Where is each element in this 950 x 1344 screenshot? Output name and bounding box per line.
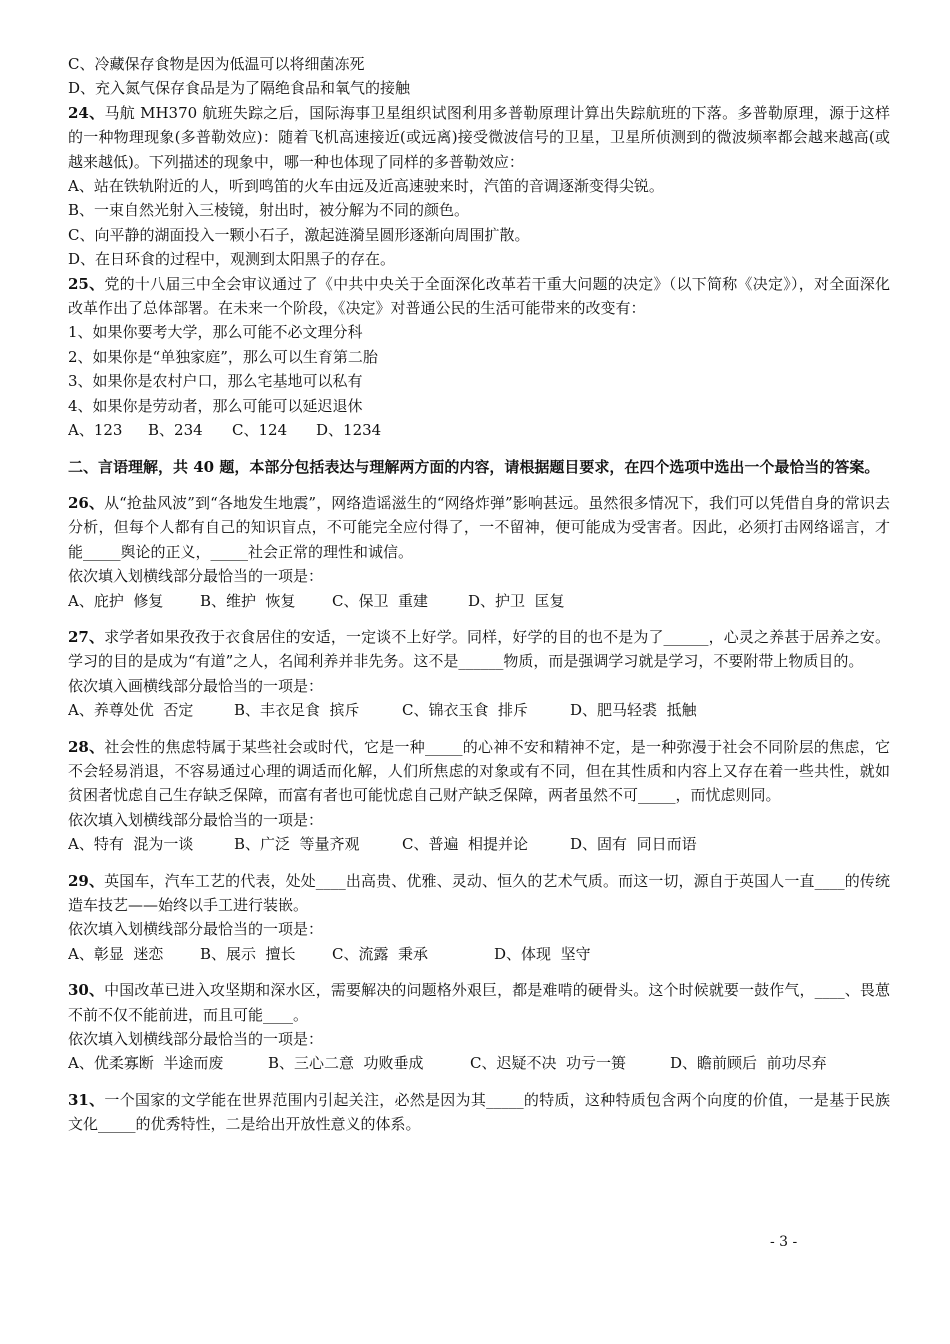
q28-options	[68, 832, 890, 856]
q29-option-a: A、彰显 迷恋	[68, 944, 164, 963]
q26-option-d: D、护卫 匡复	[468, 591, 565, 610]
q23-option-d: D、充入氮气保存食品是为了隔绝食品和氧气的接触	[68, 79, 411, 98]
q26-stem	[68, 491, 890, 564]
q28-prompt: 依次填入划横线部分最恰当的一项是：	[68, 810, 324, 829]
q30-options	[68, 1051, 890, 1075]
q28-number: 28、	[68, 737, 105, 756]
q29-options	[68, 942, 890, 966]
q24-stem	[68, 101, 890, 174]
q24-option-b: B、一束自然光射入三棱镜，射出时，被分解为不同的颜色。	[68, 201, 470, 220]
q26-option-b: B、维护 恢复	[200, 591, 296, 610]
q31-number: 31、	[68, 1090, 105, 1109]
q28-option-c: C、普遍 相提并论	[402, 835, 529, 854]
q24-text: 马航 MH370 航班失踪之后，国际海事卫星组织试图利用多普勒原理计算出失踪航班的下落。多普勒原理，源于这样的一种物理现象(多普勒效应)：随着飞机高速接近(或远离)接受微波信号的卫星，卫星所侦测到的微波频率都会越来越高(或越来越低)。下列描述的现象中，哪一种也体现了同样的多普勒效应：	[68, 103, 891, 171]
q28-option-d: D、固有 同日而语	[570, 835, 697, 854]
q31-text: 一个国家的文学能在世界范围内引起关注，必然是因为其_____的特质，这种特质包含两个向度的价值，一是基于民族文化_____的优秀特性，二是给出开放性意义的体系。	[68, 1090, 891, 1134]
q27-number: 27、	[68, 627, 105, 646]
q30-prompt: 依次填入划横线部分最恰当的一项是：	[68, 1030, 324, 1049]
q30-number: 30、	[68, 981, 105, 1000]
document-page	[68, 52, 890, 1137]
q24-option-d: D、在日环食的过程中，观测到太阳黑子的存在。	[68, 250, 396, 269]
q28-option-b: B、广泛 等量齐观	[234, 835, 360, 854]
q24-number: 24、	[68, 103, 105, 122]
q27-stem	[68, 625, 890, 674]
q29-option-c: C、流露 秉承	[332, 944, 429, 963]
q24-option-a: A、站在铁轨附近的人，听到鸣笛的火车由远及近高速驶来时，汽笛的音调逐渐变得尖锐。	[68, 177, 664, 196]
q30-option-c: C、迟疑不决 功亏一篑	[470, 1054, 627, 1073]
q30-option-d: D、瞻前顾后 前功尽弃	[670, 1054, 827, 1073]
q27-option-a: A、养尊处优 否定	[68, 701, 194, 720]
q25-option-c: C、124	[232, 421, 288, 440]
q27-text: 求学者如果孜孜于衣食居住的安适，一定谈不上好学。同样，好学的目的也不是为了______，心灵之养甚于居养之安。学习的目的是成为“有道”之人，名闻利养并非先务。这不是______物质，而是强调学习就是学习，不要附带上物质目的。	[68, 627, 890, 671]
q29-prompt: 依次填入划横线部分最恰当的一项是：	[68, 920, 324, 939]
q25-number: 25、	[68, 274, 105, 293]
q29-stem	[68, 869, 890, 918]
q24-option-c: C、向平静的湖面投入一颗小石子，激起涟漪呈圆形逐渐向周围扩散。	[68, 225, 530, 244]
q30-option-b: B、三心二意 功败垂成	[268, 1054, 424, 1073]
q25-option-b: B、234	[148, 421, 203, 440]
q27-prompt: 依次填入画横线部分最恰当的一项是：	[68, 676, 324, 695]
q25-option-d: D、1234	[316, 421, 382, 440]
q26-text: 从“抢盐风波”到“各地发生地震”，网络造谣滋生的“网络炸弹”影响甚远。虽然很多情况下，我们可以凭借自身的常识去分析，但每个人都有自己的知识盲点，不可能完全应付得了，一不留神，便可能成为受害者。因此，必须打击网络谣言，才能_____舆论的正义，_____社会正常的理性和诚信。	[68, 493, 890, 561]
q25-text: 党的十八届三中全会审议通过了《中共中央关于全面深化改革若干重大问题的决定》（以下简称《决定》），对全面深化改革作出了总体部署。在未来一个阶段，《决定》对普通公民的生活可能带来的改变有：	[68, 274, 891, 318]
q29-option-d: D、体现 坚守	[494, 944, 591, 963]
q28-option-a: A、特有 混为一谈	[68, 835, 194, 854]
page-number: - 3 -	[770, 1234, 798, 1250]
q31-stem	[68, 1088, 890, 1137]
q27-option-c: C、锦衣玉食 排斥	[402, 701, 529, 720]
q26-options	[68, 589, 890, 613]
q26-option-c: C、保卫 重建	[332, 591, 429, 610]
q25-item-2: 2、如果你是“单独家庭”，那么可以生育第二胎	[68, 347, 378, 366]
q25-item-3: 3、如果你是农村户口，那么宅基地可以私有	[68, 372, 363, 391]
q25-stem	[68, 272, 890, 321]
q30-option-a: A、优柔寡断 半途而废	[68, 1054, 224, 1073]
q23-option-c: C、冷藏保存食物是因为低温可以将细菌冻死	[68, 55, 365, 73]
q25-options	[68, 418, 890, 442]
q30-stem	[68, 978, 890, 1027]
q28-stem	[68, 735, 890, 808]
q25-item-4: 4、如果你是劳动者，那么可能可以延迟退休	[68, 396, 363, 415]
q29-option-b: B、展示 擅长	[200, 944, 296, 963]
q27-option-d: D、肥马轻裘 抵触	[570, 701, 697, 720]
q30-text: 中国改革已进入攻坚期和深水区，需要解决的问题格外艰巨，都是难啃的硬骨头。这个时候就要一鼓作气，____、畏葸不前不仅不能前进，而且可能____。	[68, 981, 890, 1024]
q25-option-a: A、123	[68, 421, 123, 440]
q29-number: 29、	[68, 871, 105, 890]
q27-option-b: B、丰衣足食 摈斥	[234, 701, 360, 720]
section-2-heading: 二、言语理解，共 40 题，本部分包括表达与理解两方面的内容，请根据题目要求，在四个选项中选出一个最恰当的答案。	[68, 457, 880, 476]
q27-options	[68, 698, 890, 722]
q29-text: 英国车，汽车工艺的代表，处处____出高贵、优雅、灵动、恒久的艺术气质。而这一切，源自于英国人一直____的传统造车技艺——始终以手工进行装嵌。	[68, 871, 890, 914]
q26-option-a: A、庇护 修复	[68, 591, 164, 610]
q28-text: 社会性的焦虑特属于某些社会或时代，它是一种_____的心神不安和精神不定，是一种弥漫于社会不同阶层的焦虑，它不会轻易消退，不容易通过心理的调适而化解，人们所焦虑的对象或有不同，但在其性质和内容上又存在着一些共性，就如贫困者忧虑自己生存缺乏保障，而富有者也可能忧虑自己财产缺乏保障，两者虽然不可_____，而忧虑则同。	[68, 737, 891, 805]
q26-number: 26、	[68, 493, 105, 512]
q26-prompt: 依次填入划横线部分最恰当的一项是：	[68, 567, 324, 586]
q25-item-1: 1、如果你要考大学，那么可能不必文理分科	[68, 323, 363, 342]
